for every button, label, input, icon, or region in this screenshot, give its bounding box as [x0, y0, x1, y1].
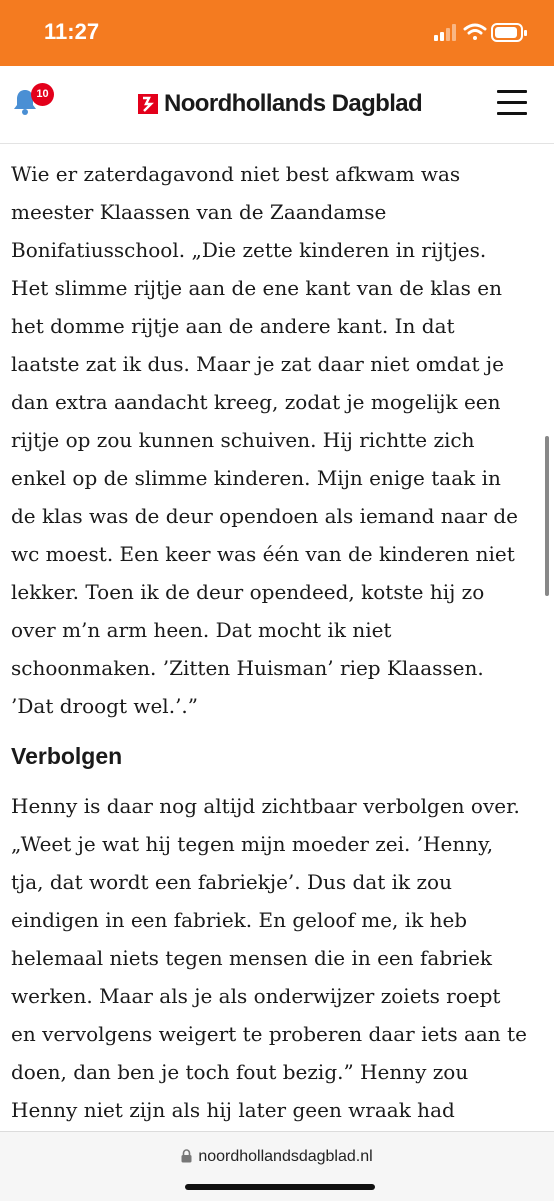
- page-scrollbar[interactable]: [545, 436, 549, 596]
- status-time: 11:27: [44, 19, 100, 44]
- url-text: noordhollandsdagblad.nl: [198, 1148, 373, 1165]
- notification-badge[interactable]: 10: [31, 83, 54, 106]
- status-icons: [432, 22, 532, 44]
- menu-bar: [497, 112, 527, 115]
- battery-icon: [492, 24, 527, 41]
- text-line: rijtje op zou kunnen schuiven. Hij richtte zich: [11, 428, 475, 452]
- text-line: schoonmaken. ’Zitten Huisman’ riep Klaassen.: [11, 656, 484, 680]
- text-line: werken. Maar als je als onderwijzer zoiets roept: [11, 984, 501, 1008]
- paragraph: [11, 155, 541, 725]
- lock-icon: [181, 1149, 192, 1163]
- text-line: het domme rijtje aan de andere kant. In dat: [11, 314, 455, 338]
- text-line: laatste zat ik dus. Maar je zat daar niet omdat je: [11, 352, 504, 376]
- site-logo[interactable]: [138, 88, 422, 120]
- menu-bar: [497, 101, 527, 104]
- text-line: dan extra aandacht kreeg, zodat je mogelijk een: [11, 390, 501, 414]
- paragraph: [11, 787, 541, 1129]
- site-name: Noordhollands Dagblad: [164, 90, 423, 117]
- text-line: over m’n arm heen. Dat mocht ik niet: [11, 618, 392, 642]
- wifi-icon: [465, 25, 485, 40]
- text-line: Henny is daar nog altijd zichtbaar verbolgen over.: [11, 794, 520, 818]
- text-line: de klas was de deur opendoen als iemand naar de: [11, 504, 519, 528]
- home-indicator[interactable]: [185, 1184, 375, 1190]
- text-line: Henny niet zijn als hij later geen wraak had: [11, 1098, 455, 1122]
- text-line: Wie er zaterdagavond niet best afkwam was: [11, 162, 461, 186]
- text-line: meester Klaassen van de Zaandamse: [11, 200, 387, 224]
- status-bar: [0, 0, 554, 66]
- text-line: enkel op de slimme kinderen. Mijn enige taak in: [11, 466, 501, 490]
- article-body: [11, 155, 541, 1129]
- text-line: „Weet je wat hij tegen mijn moeder zei. ’Henny,: [11, 832, 494, 856]
- text-line: en vervolgens weigert te proberen daar iets aan te: [11, 1022, 527, 1046]
- site-header: [0, 66, 554, 144]
- text-line: tja, dat wordt een fabriekje’. Dus dat ik zou: [11, 870, 452, 894]
- url-display[interactable]: [0, 1148, 554, 1166]
- menu-bar: [497, 90, 527, 93]
- browser-url-bar[interactable]: [0, 1131, 554, 1201]
- hamburger-menu-icon[interactable]: [497, 90, 527, 116]
- text-line: helemaal niets tegen mensen die in een fabriek: [11, 946, 493, 970]
- text-line: ’Dat droogt wel.’.”: [11, 694, 199, 718]
- logo-icon: [138, 92, 160, 116]
- text-line: Het slimme rijtje aan de ene kant van de klas en: [11, 276, 502, 300]
- text-line: Bonifatiusschool. „Die zette kinderen in rijtjes.: [11, 238, 487, 262]
- section-heading: Verbolgen: [11, 743, 123, 769]
- text-line: wc moest. Een keer was één van de kinderen niet: [11, 542, 515, 566]
- text-line: eindigen in een fabriek. En geloof me, ik heb: [11, 908, 468, 932]
- cellular-signal-icon: [434, 24, 456, 41]
- text-line: lekker. Toen ik de deur opendeed, kotste hij zo: [11, 580, 485, 604]
- text-line: doen, dan ben je toch fout bezig.” Henny zou: [11, 1060, 469, 1084]
